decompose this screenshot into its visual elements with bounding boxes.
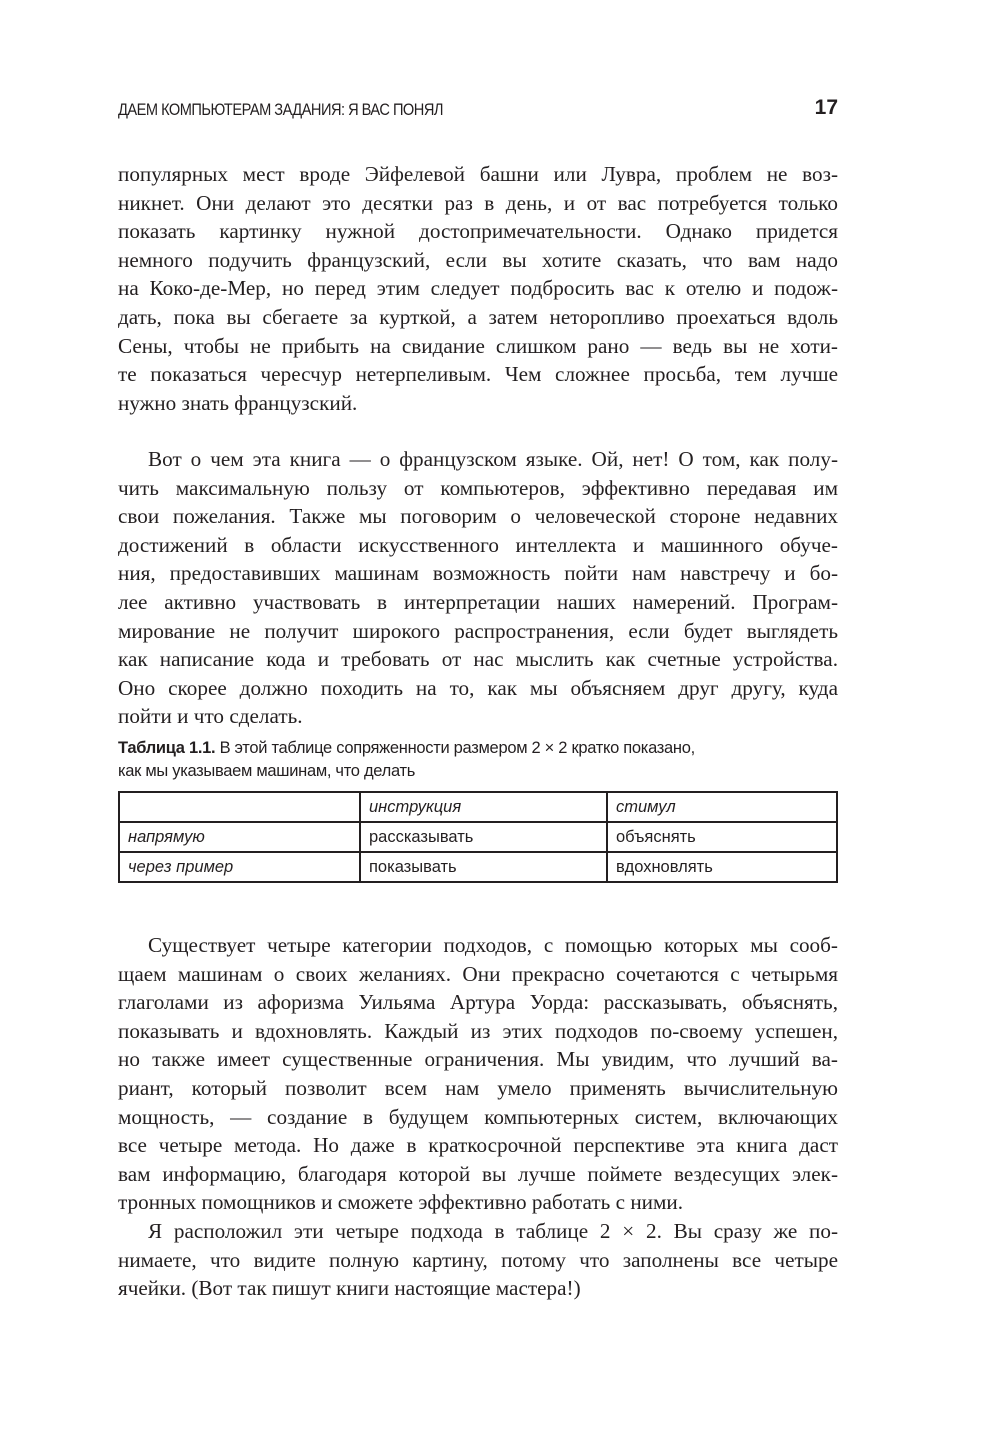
text-line: показать картинку нужной достопримечательности. Однако придется	[118, 219, 838, 244]
text-line: мощность, — создание в будущем компьютерных систем, включающих	[118, 1104, 838, 1129]
text-line: пойти и что сделать.	[118, 704, 303, 729]
paragraph-3	[118, 931, 838, 1217]
table-header-cell: инструкция	[360, 792, 607, 822]
table-header-cell	[119, 792, 360, 822]
text-line: щаем машинам о своих желаниях. Они прекрасно сочетаются с четырьмя	[118, 961, 838, 986]
text-line: нимаете, что видите полную картину, потому что заполнены все четыре	[118, 1247, 838, 1272]
paragraph-2	[118, 445, 838, 731]
text-line: Я расположил эти четыре подхода в таблице 2 × 2. Вы сразу же по-	[148, 1218, 838, 1243]
table-row	[119, 822, 837, 852]
table-caption-text: В этой таблице сопряженности размером 2 × 2 кратко показано,	[215, 739, 695, 757]
table-caption-label: Таблица 1.1.	[118, 739, 216, 757]
paragraph-4	[118, 1217, 838, 1303]
paragraph-1	[118, 160, 838, 417]
text-line: мирование не получит широкого распространения, если будет выглядеть	[118, 618, 838, 643]
body-text-top	[118, 160, 838, 417]
text-line: чить максимальную пользу от компьютеров, эффективно передавая им	[118, 475, 838, 500]
text-line: ячейки. (Вот так пишут книги настоящие мастера!)	[118, 1276, 581, 1301]
text-line: Существует четыре категории подходов, с помощью которых мы сооб-	[148, 933, 838, 957]
text-line: дать, пока вы сбегаете за курткой, а затем неторопливо проехаться вдоль	[118, 304, 838, 329]
text-line: те показаться чересчур нетерпеливым. Чем сложнее просьба, тем лучше	[118, 362, 838, 387]
text-line: Вот о чем эта книга — о французском языке. Ой, нет! О том, как полу-	[148, 447, 838, 471]
table-row	[119, 852, 837, 882]
text-line: достижений в области искусственного интеллекта и машинного обуче-	[118, 532, 838, 557]
table-row-label: через пример	[119, 852, 360, 882]
text-line: ния, предоставивших машинам возможность пойти нам навстречу и бо-	[118, 561, 838, 586]
text-line: риант, который позволит всем нам умело применять вычислительную	[118, 1075, 838, 1100]
text-line: все четыре метода. Но даже в краткосрочной перспективе эта книга даст	[118, 1133, 838, 1158]
table-cell: объяснять	[607, 822, 837, 852]
text-line: но также имеет существенные ограничения. Мы увидим, что лучший ва-	[118, 1047, 838, 1072]
text-line: популярных мест вроде Эйфелевой башни или Лувра, проблем не воз-	[118, 162, 838, 186]
text-line: глаголами из афоризма Уильяма Артура Уорда: рассказывать, объяснять,	[118, 990, 838, 1015]
table-header-cell: стимул	[607, 792, 837, 822]
body-text-bottom	[118, 931, 838, 1303]
table-cell: вдохновлять	[607, 852, 837, 882]
table-cell: рассказывать	[360, 822, 607, 852]
page-number: 17	[814, 96, 838, 119]
table-row-label: напрямую	[119, 822, 360, 852]
table-cell: показывать	[360, 852, 607, 882]
running-title: ДАЕМ КОМПЬЮТЕРАМ ЗАДАНИЯ: Я ВАС ПОНЯЛ	[118, 100, 443, 119]
running-header	[118, 96, 838, 126]
text-line: вам информацию, благодаря которой вы лучше поймете вездесущих элек-	[118, 1161, 838, 1186]
text-line: на Коко-де-Мер, но перед этим следует подбросить вас к отелю и подож-	[118, 276, 838, 301]
text-line: свои пожелания. Также мы поговорим о человеческой стороне недавних	[118, 504, 838, 529]
text-line: тронных помощников и сможете эффективно работать с ними.	[118, 1190, 684, 1215]
body-text-middle	[118, 445, 838, 731]
table-caption-text-2: как мы указываем машинам, что делать	[118, 762, 416, 780]
contingency-table	[118, 791, 838, 883]
text-line: нужно знать французский.	[118, 390, 358, 415]
text-line: Оно скорее должно походить на то, как мы объясняем друг другу, куда	[118, 675, 838, 700]
text-line: Сены, чтобы не прибыть на свидание слишком рано — ведь вы не хоти-	[118, 333, 838, 358]
text-line: как написание кода и требовать от нас мыслить как счетные устройства.	[118, 647, 838, 672]
table-caption	[118, 737, 838, 783]
text-line: лее активно участвовать в интерпретации наших намерений. Програм-	[118, 589, 838, 614]
text-line: немного подучить французский, если вы хотите сказать, что вам надо	[118, 247, 838, 272]
table-header-row	[119, 792, 837, 822]
text-line: показывать и вдохновлять. Каждый из этих подходов по-своему успешен,	[118, 1018, 838, 1043]
text-line: никнет. Они делают это десятки раз в день, и от вас потребуется только	[118, 190, 838, 215]
